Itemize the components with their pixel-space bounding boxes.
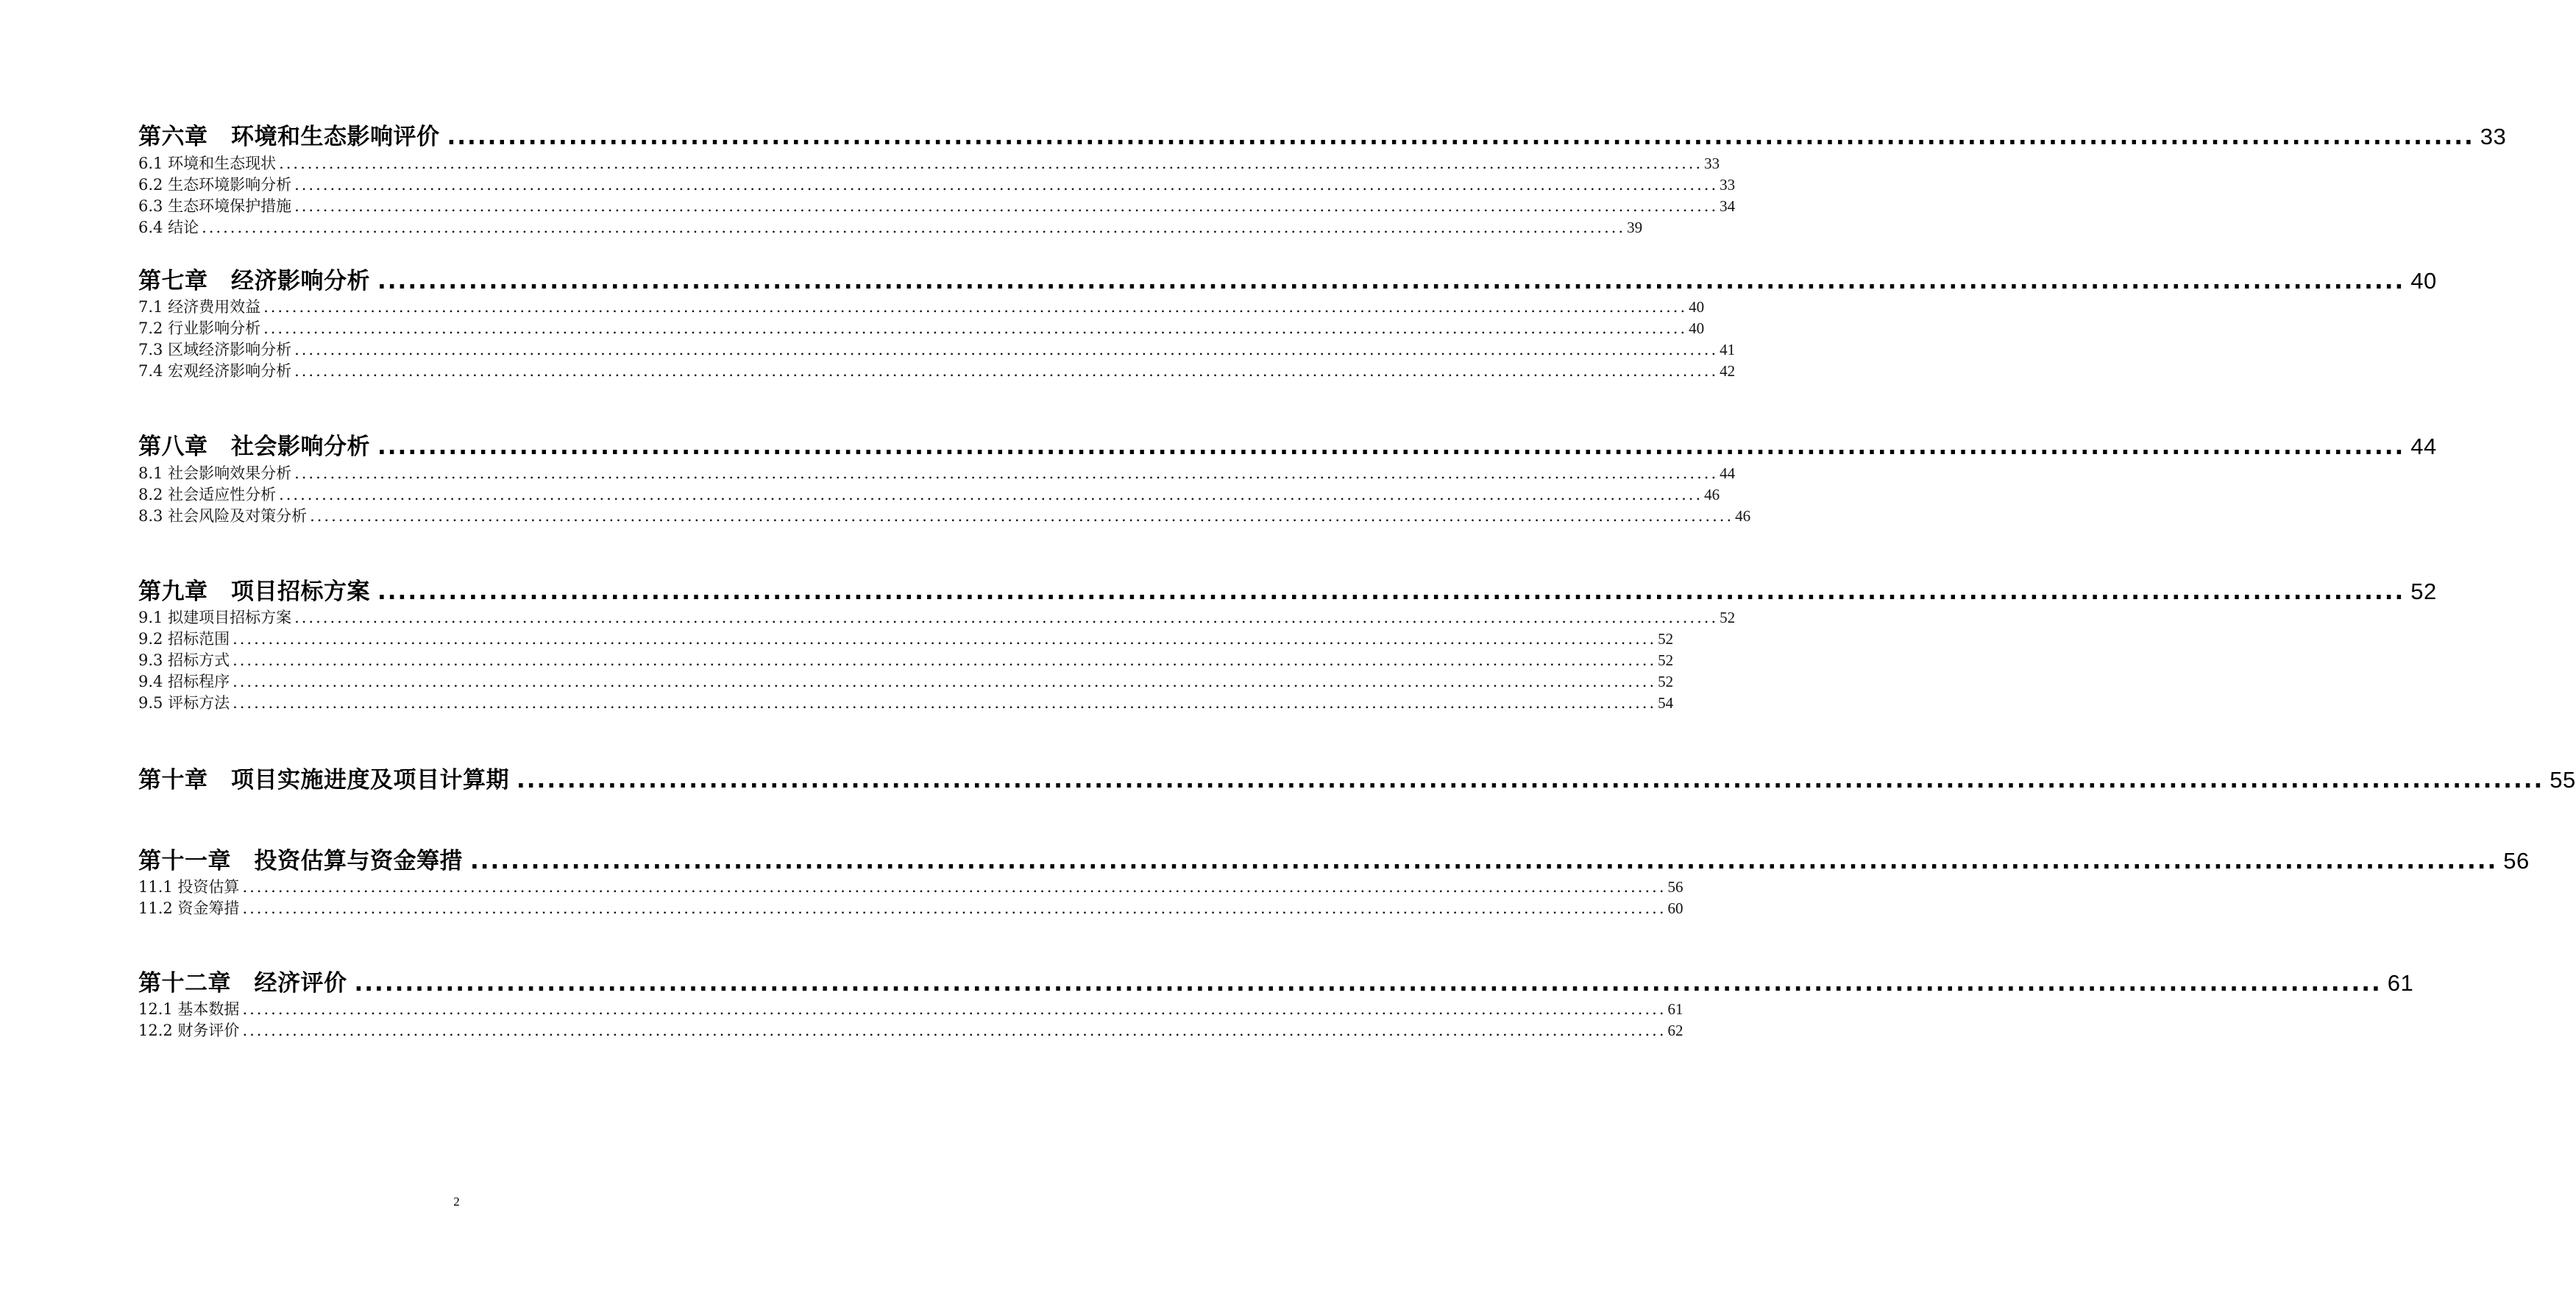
toc-dot-leader: ........................................................................................................................................................................................................ <box>294 609 1719 626</box>
toc-section-entry[interactable] <box>138 504 1751 528</box>
toc-entry-title: 7.3 区域经济影响分析 <box>138 341 292 358</box>
toc-section-entry[interactable] <box>138 1019 1683 1042</box>
toc-chapter-entry[interactable] <box>138 842 2530 876</box>
toc-chapter-entry[interactable] <box>138 964 2414 998</box>
toc-section-entry[interactable] <box>138 194 1736 218</box>
toc-entry-title: 9.3 招标方式 <box>138 651 230 669</box>
toc-dot-leader: ........................................................................................................................................................................................................ <box>470 848 2498 874</box>
toc-entry-page: 40 <box>1689 298 1705 316</box>
toc-section-entry[interactable] <box>138 606 1736 629</box>
toc-dot-leader: ........................................................................................................................................................................................................ <box>279 486 1703 503</box>
toc-dot-leader: ........................................................................................................................................................................................................ <box>263 298 1688 316</box>
toc-entry-title: 6.3 生态环境保护措施 <box>138 197 292 215</box>
toc-dot-leader: ........................................................................................................................................................................................................ <box>294 362 1719 380</box>
toc-dot-leader: ........................................................................................................................................................................................................ <box>294 341 1719 358</box>
toc-entry-page: 52 <box>1658 651 1674 669</box>
toc-chapter-entry[interactable] <box>138 761 2576 795</box>
toc-entry-page: 52 <box>1658 673 1674 690</box>
toc-entry-page: 56 <box>1667 878 1683 896</box>
toc-section-entry[interactable] <box>138 316 1705 340</box>
toc-dot-leader: ........................................................................................................................................................................................................ <box>202 219 1626 236</box>
toc-dot-leader: ........................................................................................................................................................................................................ <box>233 694 1657 712</box>
toc-section-entry[interactable] <box>138 627 1674 651</box>
toc-entry-title: 第十二章 经济评价 <box>138 970 347 997</box>
toc-entry-title: 8.1 社会影响效果分析 <box>138 464 292 482</box>
page-number: 2 <box>453 1195 460 1209</box>
toc-dot-leader: ........................................................................................................................................................................................................ <box>233 630 1657 648</box>
toc-section-entry[interactable] <box>138 359 1736 383</box>
toc-dot-leader: ........................................................................................................................................................................................................ <box>354 970 2382 997</box>
toc-entry-title: 7.1 经济费用效益 <box>138 298 261 316</box>
toc-section-entry[interactable] <box>138 173 1736 197</box>
toc-section-entry[interactable] <box>138 461 1736 485</box>
toc-entry-page: 46 <box>1704 486 1720 503</box>
toc-dot-leader: ........................................................................................................................................................................................................ <box>377 434 2405 460</box>
toc-entry-title: 9.1 拟建项目招标方案 <box>138 609 292 626</box>
toc-dot-leader: ........................................................................................................................................................................................................ <box>242 1022 1667 1039</box>
toc-entry-page: 55 <box>2550 767 2576 793</box>
toc-entry-page: 61 <box>1667 1000 1683 1018</box>
toc-section-entry[interactable] <box>138 216 1643 239</box>
toc-dot-leader: ........................................................................................................................................................................................................ <box>294 197 1719 215</box>
toc-entry-page: 42 <box>1720 362 1736 380</box>
toc-entry-page: 52 <box>1658 630 1674 648</box>
toc-entry-title: 第六章 环境和生态影响评价 <box>138 124 440 150</box>
toc-section-entry[interactable] <box>138 295 1705 319</box>
toc-chapter-entry[interactable] <box>138 573 2437 606</box>
toc-entry-title: 8.3 社会风险及对策分析 <box>138 507 308 525</box>
toc-entry-page: 44 <box>2410 434 2437 459</box>
toc-dot-leader: ........................................................................................................................................................................................................ <box>279 155 1703 172</box>
toc-section-entry[interactable] <box>138 338 1736 361</box>
toc-section-entry[interactable] <box>138 997 1683 1021</box>
toc-entry-title: 第十一章 投资估算与资金筹措 <box>138 848 463 874</box>
toc-dot-leader: ........................................................................................................................................................................................................ <box>294 176 1719 194</box>
toc-chapter-entry[interactable] <box>138 428 2437 461</box>
toc-dot-leader: ........................................................................................................................................................................................................ <box>294 464 1719 482</box>
toc-entry-page: 61 <box>2387 970 2414 996</box>
toc-dot-leader: ........................................................................................................................................................................................................ <box>377 268 2405 294</box>
toc-entry-title: 8.2 社会适应性分析 <box>138 486 277 503</box>
toc-entry-title: 6.2 生态环境影响分析 <box>138 176 292 194</box>
toc-dot-leader: ........................................................................................................................................................................................................ <box>233 673 1657 690</box>
toc-dot-leader: ........................................................................................................................................................................................................ <box>242 1000 1667 1018</box>
toc-entry-page: 54 <box>1658 694 1674 712</box>
toc-entry-title: 第七章 经济影响分析 <box>138 268 370 294</box>
toc-dot-leader: ........................................................................................................................................................................................................ <box>242 878 1667 896</box>
toc-entry-page: 60 <box>1667 899 1683 917</box>
toc-dot-leader: ........................................................................................................................................................................................................ <box>263 319 1688 337</box>
toc-entry-page: 33 <box>1704 155 1720 172</box>
toc-chapter-entry[interactable] <box>138 118 2507 152</box>
toc-entry-title: 6.1 环境和生态现状 <box>138 155 277 172</box>
toc-section-entry[interactable] <box>138 648 1674 672</box>
toc-section-entry[interactable] <box>138 896 1683 920</box>
toc-entry-title: 9.5 评标方法 <box>138 694 230 712</box>
toc-dot-leader: ........................................................................................................................................................................................................ <box>517 767 2544 793</box>
toc-entry-title: 12.2 财务评价 <box>138 1022 240 1039</box>
toc-entry-title: 9.4 招标程序 <box>138 673 230 690</box>
toc-entry-title: 第九章 项目招标方案 <box>138 579 370 605</box>
toc-entry-title: 11.2 资金筹措 <box>138 899 240 917</box>
toc-dot-leader: ........................................................................................................................................................................................................ <box>377 579 2405 605</box>
toc-entry-title: 第十章 项目实施进度及项目计算期 <box>138 767 509 793</box>
toc-entry-page: 33 <box>2480 124 2507 149</box>
toc-dot-leader: ........................................................................................................................................................................................................ <box>447 124 2474 150</box>
toc-entry-title: 12.1 基本数据 <box>138 1000 240 1018</box>
toc-entry-page: 44 <box>1720 464 1736 482</box>
toc-section-entry[interactable] <box>138 670 1674 693</box>
toc-entry-page: 46 <box>1735 507 1751 525</box>
toc-entry-page: 40 <box>2410 268 2437 294</box>
toc-entry-page: 39 <box>1627 219 1643 236</box>
toc-entry-title: 9.2 招标范围 <box>138 630 230 648</box>
toc-entry-page: 41 <box>1720 341 1736 358</box>
toc-entry-page: 52 <box>1720 609 1736 626</box>
toc-dot-leader: ........................................................................................................................................................................................................ <box>310 507 1734 525</box>
toc-section-entry[interactable] <box>138 691 1674 715</box>
toc-dot-leader: ........................................................................................................................................................................................................ <box>242 899 1667 917</box>
toc-entry-page: 34 <box>1720 197 1736 215</box>
toc-section-entry[interactable] <box>138 483 1720 506</box>
toc-chapter-entry[interactable] <box>138 262 2437 296</box>
toc-entry-page: 40 <box>1689 319 1705 337</box>
toc-entry-page: 56 <box>2503 848 2530 874</box>
toc-dot-leader: ........................................................................................................................................................................................................ <box>233 651 1657 669</box>
toc-section-entry[interactable] <box>138 152 1720 175</box>
toc-entry-page: 33 <box>1720 176 1736 194</box>
toc-entry-title: 11.1 投资估算 <box>138 878 240 896</box>
toc-entry-title: 7.4 宏观经济影响分析 <box>138 362 292 380</box>
toc-entry-title: 7.2 行业影响分析 <box>138 319 261 337</box>
toc-entry-title: 6.4 结论 <box>138 219 199 236</box>
toc-entry-title: 第八章 社会影响分析 <box>138 434 370 460</box>
toc-entry-page: 62 <box>1667 1022 1683 1039</box>
toc-section-entry[interactable] <box>138 875 1683 899</box>
toc-entry-page: 52 <box>2410 579 2437 604</box>
